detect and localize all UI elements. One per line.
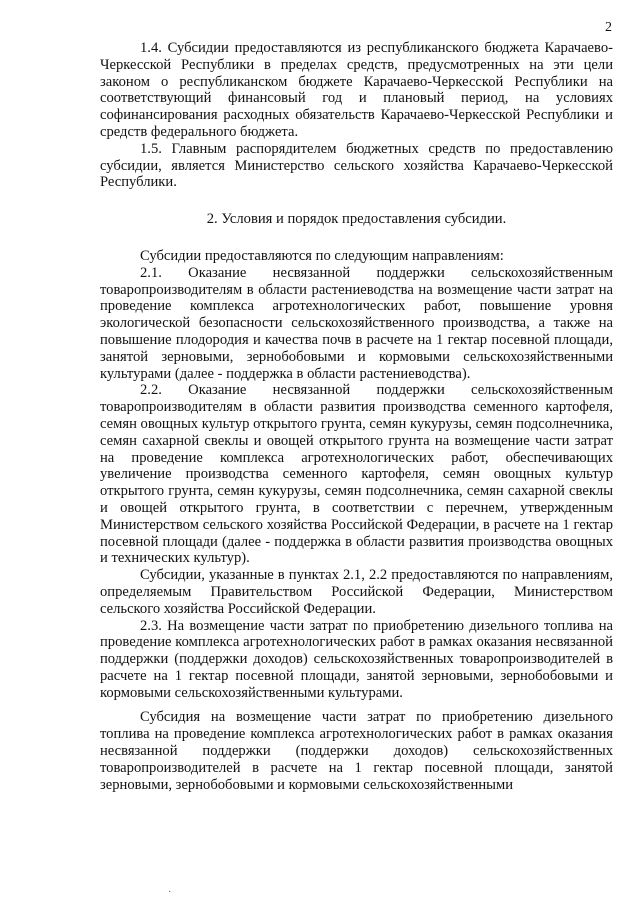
paragraph-1-5: 1.5. Главным распорядителем бюджетных средств по предоставлению субсидии, является Министерство сельского хозяйства Карачаево-Черкесской Республики. (100, 140, 613, 191)
section-heading: 2. Условия и порядок предоставления субсидии. (206, 211, 507, 228)
directions-intro: Субсидии предоставляются по следующим направлениям: (140, 247, 504, 264)
scan-speck: · (168, 887, 172, 898)
paragraph-2-3: 2.3. На возмещение части затрат по приобретению дизельного топлива на проведение комплекса агротехнологических работ в рамках оказания несвязанной поддержки (поддержки доходов) сельскохозяйственных товаропроизводителей в расчете на 1 гектар посевной площади, занятой зерновыми, зернобобовыми и кормовыми сельскохозяйственными культурами. (100, 617, 613, 701)
page-number: 2 (605, 20, 612, 35)
diesel-subsidy-paragraph: Субсидия на возмещение части затрат по приобретению дизельного топлива на проведение комплекса агротехнологических работ в рамках оказания несвязанной поддержки (поддержки доходов) сельскохозяйственных товаропроизводителей в расчете на 1 гектар посевной площади, занятой зерновыми, зернобобовыми и кормовыми сельскохозяйственными (100, 709, 613, 793)
paragraph-2-1: 2.1. Оказание несвязанной поддержки сельскохозяйственным товаропроизводителям в области растениеводства на возмещение части затрат на проведение комплекса агротехнологических работ, повышение уровня экологической безопасности сельскохозяйственного производства, а также на повышение плодородия и качества почв в расчете на 1 гектар посевной площади, занятой зерновыми, зернобобовыми и кормовыми сельскохозяйственными культурами (далее - поддержка в области растениеводства). (100, 264, 613, 382)
subsidies-directions-paragraph: Субсидии, указанные в пунктах 2.1, 2.2 предоставляются по направлениям, определяемым Правительством Российской Федерации, Министерством сельского хозяйства Российской Федерации. (100, 567, 613, 617)
document-body (100, 40, 613, 793)
paragraph-2-2: 2.2. Оказание несвязанной поддержки сельскохозяйственным товаропроизводителям в области развития производства семенного картофеля, семян овощных культур открытого грунта, семян кукурузы, семян подсолнечника, семян сахарной свеклы и овощей открытого грунта на возмещение части затрат на проведение комплекса агротехнологических работ, обеспечивающих увеличение производства семенного картофеля, семян овощных культур открытого грунта, семян кукурузы, семян подсолнечника, семян сахарной свеклы и овощей открытого грунта, в соответствии с перечнем, утвержденным Министерством сельского хозяйства Российской Федерации, в расчете на 1 гектар посевной площади (далее - поддержка в области развития производства овощных и технических культур). (100, 382, 613, 567)
paragraph-1-4: 1.4. Субсидии предоставляются из республиканского бюджета Карачаево-Черкесской Республики в пределах средств, предусмотренных на эти цели законом о республиканском бюджете Карачаево-Черкесской Республики на соответствующий финансовый год и плановый период, на условиях софинансирования расходных обязательств Карачаево-Черкесской Республики и средств федерального бюджета. (100, 40, 613, 140)
